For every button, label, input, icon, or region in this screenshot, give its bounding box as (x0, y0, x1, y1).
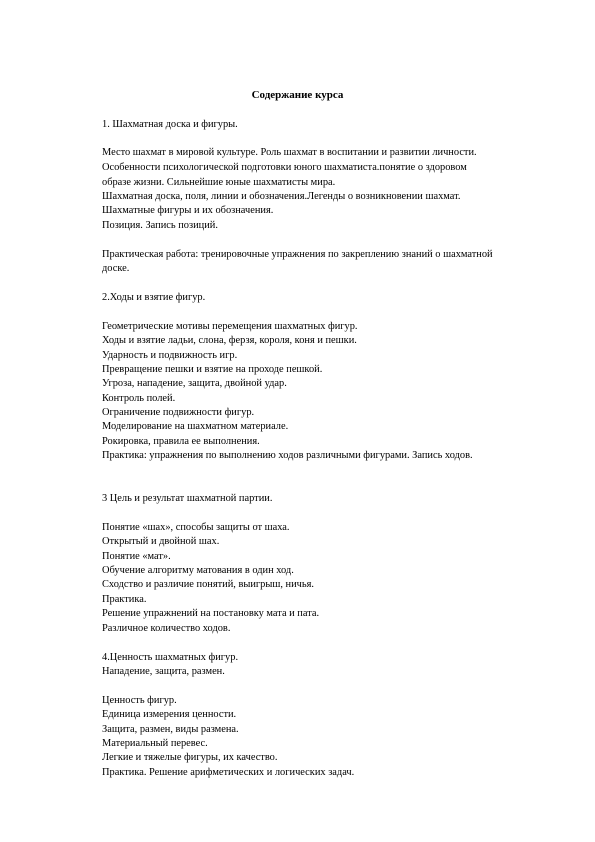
text-line: Сходство и различие понятий, выигрыш, ничья. (102, 579, 315, 590)
text-line: Понятие «шах», способы защиты от шаха. (102, 522, 290, 533)
text-line: Открытый и двойной шах. (102, 536, 220, 547)
page-title: Содержание курса (251, 89, 344, 101)
text-line: Обучение алгоритму матования в один ход. (102, 565, 294, 576)
text-line: Защита, размен, виды размена. (102, 724, 239, 735)
text-line: Угроза, нападение, защита, двойной удар. (102, 378, 287, 389)
text-line: Особенности психологической подготовки юного шахматиста.понятие о здоровом (102, 162, 467, 173)
text-line: Место шахмат в мировой культуре. Роль шахмат в воспитании и развитии личности. (102, 147, 477, 158)
section-heading-4: 4.Ценность шахматных фигур. (102, 652, 239, 663)
text-line: Ценность фигур. (102, 695, 177, 706)
text-line: Моделирование на шахматном материале. (102, 421, 289, 432)
text-line: Практика. Решение арифметических и логических задач. (102, 767, 355, 778)
text-line: Ходы и взятие ладьи, слона, ферзя, короля, коня и пешки. (102, 335, 357, 346)
text-line: доске. (102, 263, 130, 274)
text-line: Позиция. Запись позиций. (102, 220, 218, 231)
text-line: Геометрические мотивы перемещения шахматных фигур. (102, 321, 358, 332)
text-line: Рокировка, правила ее выполнения. (102, 436, 260, 447)
text-line: образе жизни. Сильнейшие юные шахматисты мира. (102, 177, 336, 188)
text-line: Понятие «мат». (102, 551, 171, 562)
text-line: Нападение, защита, размен. (102, 666, 225, 677)
text-line: Практика: упражнения по выполнению ходов различными фигурами. Запись ходов. (102, 450, 473, 461)
section-heading-1: 1. Шахматная доска и фигуры. (102, 119, 238, 130)
text-line: Решение упражнений на постановку мата и пата. (102, 608, 320, 619)
section-heading-2: 2.Ходы и взятие фигур. (102, 292, 206, 303)
text-line: Превращение пешки и взятие на проходе пешкой. (102, 364, 323, 375)
text-line: Ограничение подвижности фигур. (102, 407, 255, 418)
text-line: Шахматная доска, поля, линии и обозначения.Легенды о возникновении шахмат. (102, 191, 461, 202)
text-line: Различное количество ходов. (102, 623, 231, 634)
section-heading-3: 3 Цель и результат шахматной партии. (102, 493, 273, 504)
text-line: Единица измерения ценности. (102, 709, 237, 720)
text-line: Ударность и подвижность игр. (102, 350, 238, 361)
text-line: Контроль полей. (102, 393, 176, 404)
text-line: Практика. (102, 594, 147, 605)
text-line: Материальный перевес. (102, 738, 208, 749)
text-line: Шахматные фигуры и их обозначения. (102, 205, 274, 216)
text-line: Легкие и тяжелые фигуры, их качество. (102, 752, 278, 763)
text-line: Практическая работа: тренировочные упражнения по закреплению знаний о шахматной (102, 249, 493, 260)
